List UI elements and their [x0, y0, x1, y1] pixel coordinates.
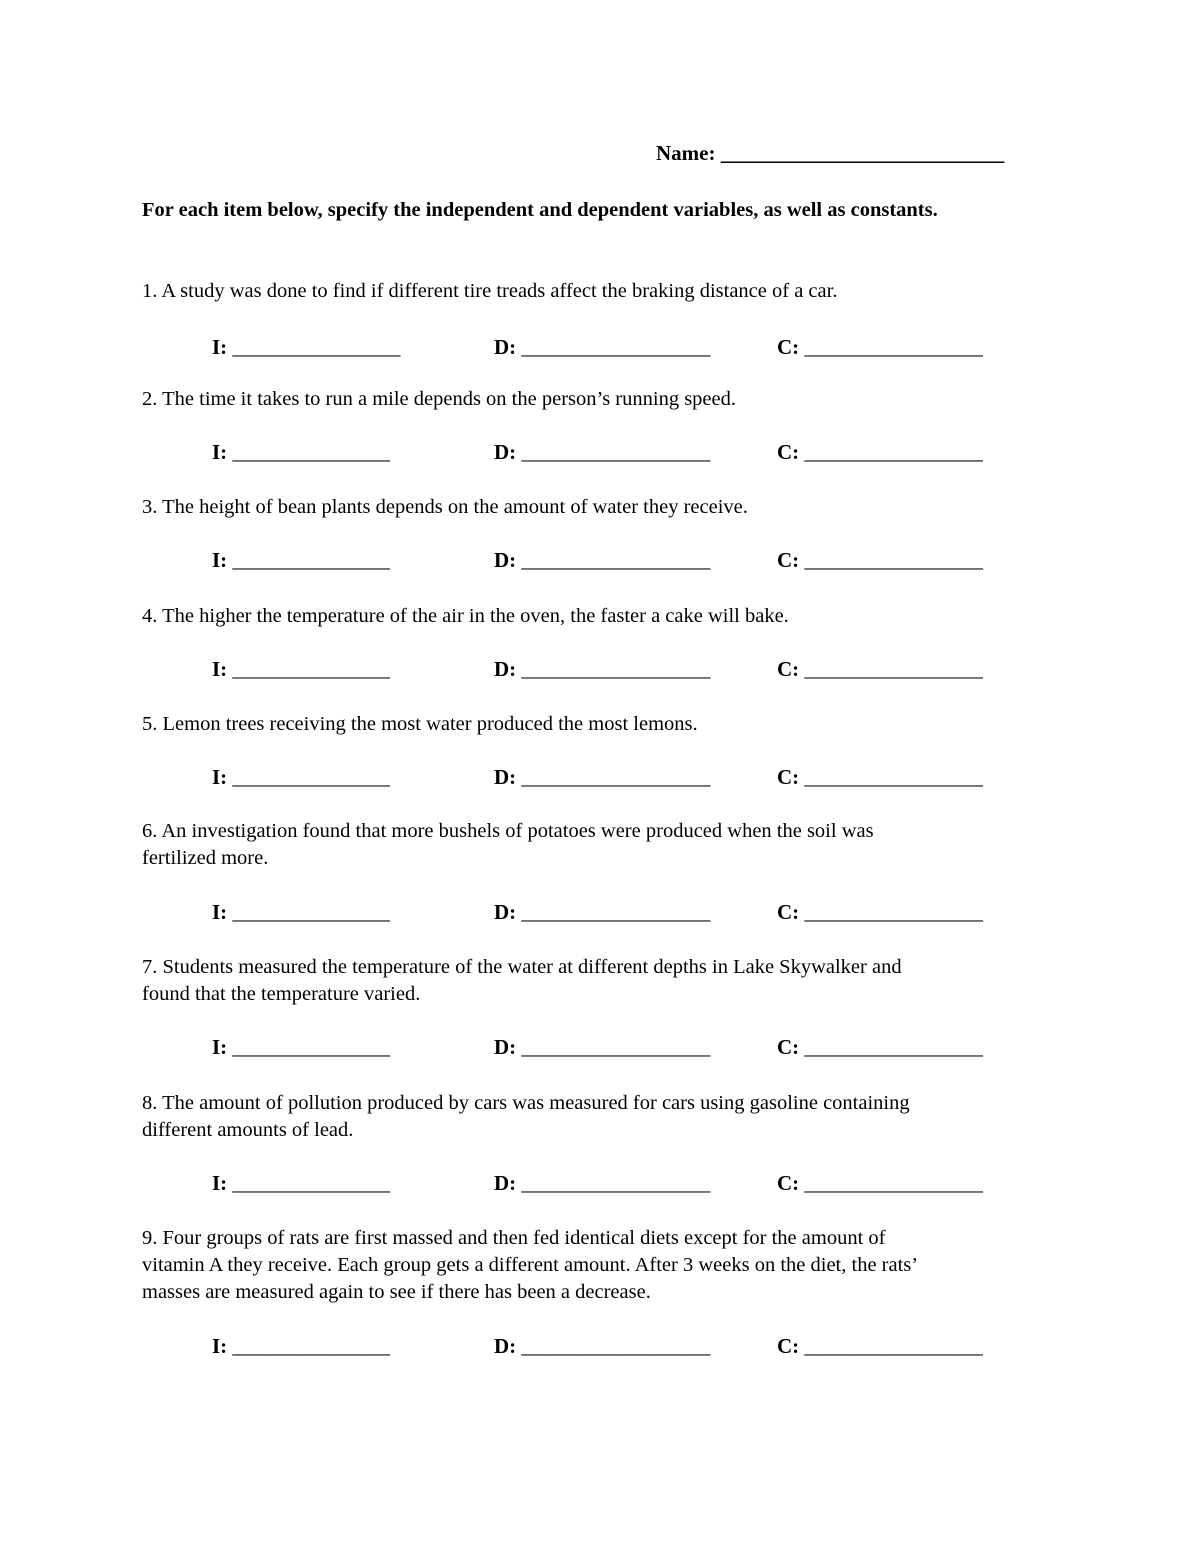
constants-label: C:	[777, 1171, 800, 1195]
constants-label: C:	[777, 1334, 800, 1358]
answer-row-1	[0, 335, 1200, 363]
answer-row-8	[0, 1171, 1200, 1199]
constants-label: C:	[777, 335, 800, 359]
question-text: 7. Students measured the temperature of the water at different depths in Lake Skywalker and	[142, 956, 902, 978]
constants-label: C:	[777, 1035, 800, 1059]
blank-line[interactable]: _______________	[232, 900, 390, 924]
independent-label: I:	[212, 1035, 228, 1059]
question-text: 4. The higher the temperature of the air in the oven, the faster a cake will bake.	[142, 605, 789, 627]
dependent-blank[interactable]	[494, 900, 710, 925]
independent-label: I:	[212, 900, 228, 924]
question-8	[142, 1090, 1042, 1144]
independent-blank[interactable]	[212, 335, 400, 360]
blank-line[interactable]: _______________	[232, 657, 390, 681]
dependent-blank[interactable]	[494, 765, 710, 790]
independent-label: I:	[212, 1171, 228, 1195]
dependent-label: D:	[494, 1334, 517, 1358]
blank-line[interactable]: __________________	[521, 1334, 711, 1358]
blank-line[interactable]: _________________	[804, 657, 983, 681]
question-text: 6. An investigation found that more bushels of potatoes were produced when the soil was	[142, 820, 874, 842]
independent-blank[interactable]	[212, 900, 390, 925]
question-2	[142, 386, 1042, 413]
blank-line[interactable]: __________________	[521, 440, 711, 464]
question-text: 3. The height of bean plants depends on the amount of water they receive.	[142, 496, 748, 518]
independent-label: I:	[212, 548, 228, 572]
dependent-blank[interactable]	[494, 548, 710, 573]
dependent-label: D:	[494, 657, 517, 681]
constants-label: C:	[777, 657, 800, 681]
question-text: 1. A study was done to find if different tire treads affect the braking distance of a car.	[142, 280, 838, 302]
answer-row-5	[0, 765, 1200, 793]
question-3	[142, 494, 1042, 521]
blank-line[interactable]: __________________	[521, 335, 711, 359]
blank-line[interactable]: _________________	[804, 900, 983, 924]
dependent-blank[interactable]	[494, 335, 710, 360]
question-text: fertilized more.	[142, 847, 269, 869]
constants-blank[interactable]	[777, 657, 983, 682]
dependent-blank[interactable]	[494, 1035, 710, 1060]
blank-line[interactable]: _________________	[804, 1171, 983, 1195]
question-5	[142, 711, 1042, 738]
question-1	[142, 278, 1042, 305]
blank-line[interactable]: _________________	[804, 1035, 983, 1059]
dependent-blank[interactable]	[494, 1334, 710, 1359]
name-blank[interactable]: ___________________________	[720, 141, 1005, 165]
blank-line[interactable]: __________________	[521, 765, 711, 789]
blank-line[interactable]: __________________	[521, 1035, 711, 1059]
constants-blank[interactable]	[777, 335, 983, 360]
blank-line[interactable]: __________________	[521, 657, 711, 681]
dependent-blank[interactable]	[494, 657, 710, 682]
independent-label: I:	[212, 765, 228, 789]
dependent-blank[interactable]	[494, 1171, 710, 1196]
independent-blank[interactable]	[212, 1334, 390, 1359]
blank-line[interactable]: _______________	[232, 548, 390, 572]
blank-line[interactable]: _________________	[804, 1334, 983, 1358]
question-9	[142, 1225, 1042, 1306]
constants-label: C:	[777, 765, 800, 789]
answer-row-4	[0, 657, 1200, 685]
question-text: found that the temperature varied.	[142, 983, 421, 1005]
question-text: 8. The amount of pollution produced by cars was measured for cars using gasoline containing	[142, 1092, 910, 1114]
constants-blank[interactable]	[777, 440, 983, 465]
constants-label: C:	[777, 548, 800, 572]
independent-label: I:	[212, 440, 228, 464]
answer-row-6	[0, 900, 1200, 928]
independent-blank[interactable]	[212, 440, 390, 465]
question-text: 9. Four groups of rats are first massed and then fed identical diets except for the amount of	[142, 1227, 886, 1249]
constants-blank[interactable]	[777, 1171, 983, 1196]
answer-row-9	[0, 1334, 1200, 1362]
dependent-blank[interactable]	[494, 440, 710, 465]
independent-blank[interactable]	[212, 765, 390, 790]
constants-blank[interactable]	[777, 900, 983, 925]
independent-blank[interactable]	[212, 1035, 390, 1060]
constants-blank[interactable]	[777, 1334, 983, 1359]
blank-line[interactable]: _________________	[804, 548, 983, 572]
blank-line[interactable]: __________________	[521, 1171, 711, 1195]
answer-row-2	[0, 440, 1200, 468]
question-text: vitamin A they receive. Each group gets a different amount. After 3 weeks on the diet, the rats’	[142, 1254, 919, 1276]
independent-label: I:	[212, 657, 228, 681]
blank-line[interactable]: __________________	[521, 900, 711, 924]
blank-line[interactable]: _________________	[804, 440, 983, 464]
question-text: masses are measured again to see if there has been a decrease.	[142, 1281, 651, 1303]
answer-row-7	[0, 1035, 1200, 1063]
dependent-label: D:	[494, 1171, 517, 1195]
independent-label: I:	[212, 1334, 228, 1358]
blank-line[interactable]: ________________	[232, 335, 401, 359]
blank-line[interactable]: _______________	[232, 440, 390, 464]
name-label: Name:	[656, 141, 716, 165]
dependent-label: D:	[494, 440, 517, 464]
blank-line[interactable]: _______________	[232, 1334, 390, 1358]
question-text: 2. The time it takes to run a mile depends on the person’s running speed.	[142, 388, 736, 410]
answer-row-3	[0, 548, 1200, 576]
dependent-label: D:	[494, 335, 517, 359]
question-text: different amounts of lead.	[142, 1119, 354, 1141]
question-4	[142, 603, 1042, 630]
constants-blank[interactable]	[777, 765, 983, 790]
blank-line[interactable]: _______________	[232, 1035, 390, 1059]
independent-label: I:	[212, 335, 228, 359]
constants-label: C:	[777, 440, 800, 464]
blank-line[interactable]: _______________	[232, 1171, 390, 1195]
blank-line[interactable]: _______________	[232, 765, 390, 789]
constants-blank[interactable]	[777, 548, 983, 573]
instructions: For each item below, specify the independent and dependent variables, as well as constants.	[142, 199, 938, 221]
constants-label: C:	[777, 900, 800, 924]
dependent-label: D:	[494, 765, 517, 789]
blank-line[interactable]: _________________	[804, 335, 983, 359]
blank-line[interactable]: _________________	[804, 765, 983, 789]
blank-line[interactable]: __________________	[521, 548, 711, 572]
question-text: 5. Lemon trees receiving the most water produced the most lemons.	[142, 713, 698, 735]
independent-blank[interactable]	[212, 548, 390, 573]
question-6	[142, 818, 1042, 872]
independent-blank[interactable]	[212, 657, 390, 682]
dependent-label: D:	[494, 900, 517, 924]
dependent-label: D:	[494, 1035, 517, 1059]
name-field[interactable]	[656, 141, 1004, 166]
question-7	[142, 954, 1042, 1008]
constants-blank[interactable]	[777, 1035, 983, 1060]
independent-blank[interactable]	[212, 1171, 390, 1196]
dependent-label: D:	[494, 548, 517, 572]
